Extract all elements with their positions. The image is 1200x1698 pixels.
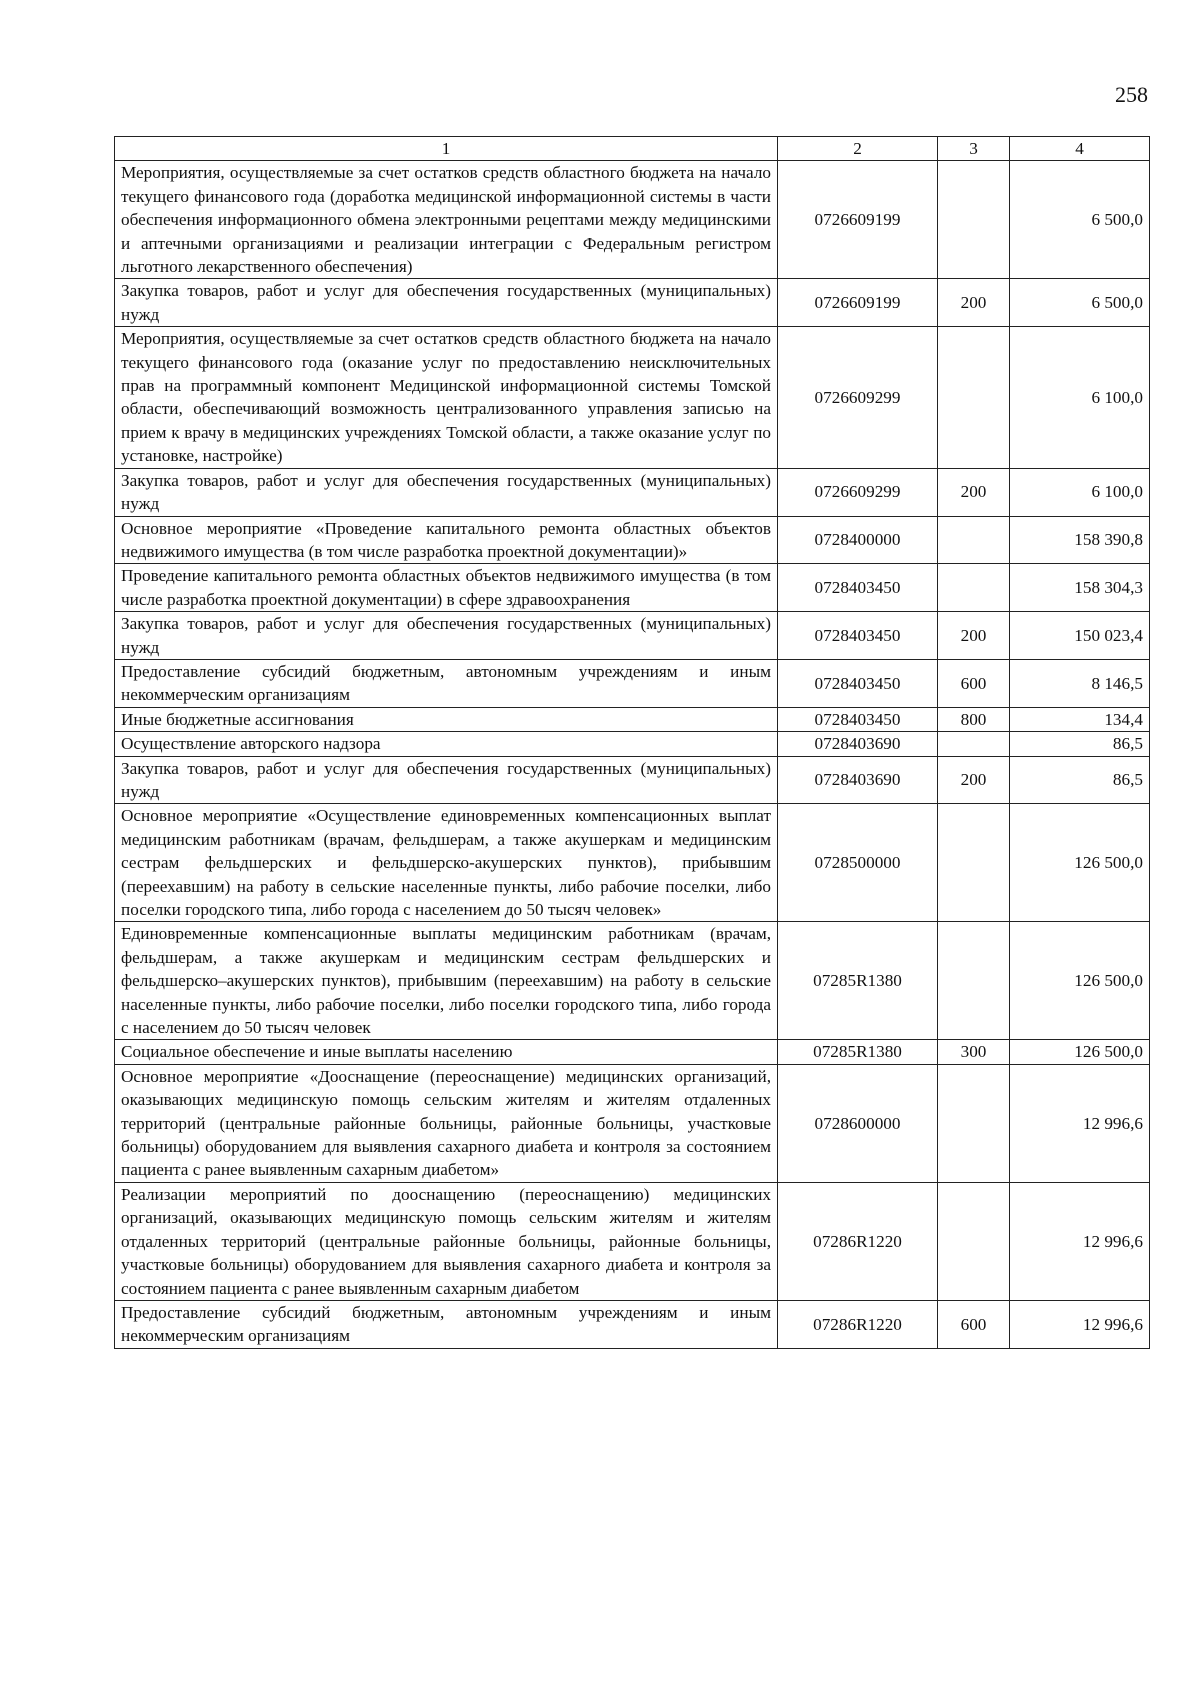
row-expense-type bbox=[938, 1182, 1010, 1300]
row-code: 0728403450 bbox=[778, 612, 938, 660]
row-amount: 8 146,5 bbox=[1010, 659, 1150, 707]
header-row bbox=[115, 137, 1150, 161]
table-row bbox=[115, 516, 1150, 564]
row-code: 0728403450 bbox=[778, 659, 938, 707]
row-expense-type bbox=[938, 1064, 1010, 1182]
row-name: Осуществление авторского надзора bbox=[115, 732, 778, 756]
row-expense-type: 200 bbox=[938, 468, 1010, 516]
row-name: Основное мероприятие «Дооснащение (переоснащение) медицинских организаций, оказывающих медицинскую помощь сельским жителям и жителям отдаленных территорий (центральные районные больницы, районные больницы, участковые больницы) оборудованием для выявления сахарного диабета и контроля за состоянием пациента с ранее выявленным сахарным диабетом» bbox=[115, 1064, 778, 1182]
row-name: Предоставление субсидий бюджетным, автономным учреждениям и иным некоммерческим организациям bbox=[115, 659, 778, 707]
row-expense-type: 200 bbox=[938, 612, 1010, 660]
row-expense-type bbox=[938, 161, 1010, 279]
table-row bbox=[115, 1040, 1150, 1064]
row-amount: 126 500,0 bbox=[1010, 804, 1150, 922]
row-code: 0726609199 bbox=[778, 161, 938, 279]
table-row bbox=[115, 804, 1150, 922]
row-amount: 6 100,0 bbox=[1010, 468, 1150, 516]
row-name: Закупка товаров, работ и услуг для обеспечения государственных (муниципальных) нужд bbox=[115, 612, 778, 660]
row-expense-type bbox=[938, 922, 1010, 1040]
row-amount: 12 996,6 bbox=[1010, 1064, 1150, 1182]
row-code: 07285R1380 bbox=[778, 1040, 938, 1064]
page-number: 258 bbox=[1115, 82, 1148, 107]
header-col-2: 2 bbox=[778, 137, 938, 161]
row-expense-type: 200 bbox=[938, 279, 1010, 327]
table-row bbox=[115, 922, 1150, 1040]
row-code: 0726609299 bbox=[778, 468, 938, 516]
row-code: 0728403690 bbox=[778, 732, 938, 756]
row-expense-type: 600 bbox=[938, 659, 1010, 707]
row-name: Реализации мероприятий по дооснащению (переоснащению) медицинских организаций, оказывающих медицинскую помощь сельским жителям и жителям отдаленных территорий (центральные районные больницы, районные больницы, участковые больницы) оборудованием для выявления сахарного диабета и контроля за состоянием пациента с ранее выявленным сахарным диабетом bbox=[115, 1182, 778, 1300]
table-row bbox=[115, 612, 1150, 660]
row-code: 0726609299 bbox=[778, 327, 938, 468]
row-name: Закупка товаров, работ и услуг для обеспечения государственных (муниципальных) нужд bbox=[115, 279, 778, 327]
table-row bbox=[115, 659, 1150, 707]
row-name: Проведение капитального ремонта областных объектов недвижимого имущества (в том числе разработка проектной документации) в сфере здравоохранения bbox=[115, 564, 778, 612]
row-amount: 126 500,0 bbox=[1010, 1040, 1150, 1064]
table-row bbox=[115, 1182, 1150, 1300]
row-name: Основное мероприятие «Проведение капитального ремонта областных объектов недвижимого имущества (в том числе разработка проектной документации)» bbox=[115, 516, 778, 564]
row-name: Мероприятия, осуществляемые за счет остатков средств областного бюджета на начало текущего финансового года (оказание услуг по предоставлению неисключительных прав на программный компонент Медицинской информационной системы Томской области, обеспечивающий возможность централизованного управления записью на прием к врачу в медицинских учреждениях Томской области, а также оказание услуг по установке, настройке) bbox=[115, 327, 778, 468]
row-name: Предоставление субсидий бюджетным, автономным учреждениям и иным некоммерческим организациям bbox=[115, 1300, 778, 1348]
row-amount: 12 996,6 bbox=[1010, 1300, 1150, 1348]
table-row bbox=[115, 468, 1150, 516]
row-name: Иные бюджетные ассигнования bbox=[115, 707, 778, 731]
header-col-4: 4 bbox=[1010, 137, 1150, 161]
row-expense-type bbox=[938, 732, 1010, 756]
row-amount: 86,5 bbox=[1010, 756, 1150, 804]
table-row bbox=[115, 1064, 1150, 1182]
row-amount: 134,4 bbox=[1010, 707, 1150, 731]
table-row bbox=[115, 1300, 1150, 1348]
row-code: 0728403450 bbox=[778, 564, 938, 612]
table-header bbox=[115, 137, 1150, 161]
row-amount: 12 996,6 bbox=[1010, 1182, 1150, 1300]
row-expense-type: 600 bbox=[938, 1300, 1010, 1348]
row-expense-type: 200 bbox=[938, 756, 1010, 804]
row-expense-type bbox=[938, 564, 1010, 612]
table-row bbox=[115, 279, 1150, 327]
table-row bbox=[115, 327, 1150, 468]
table-row bbox=[115, 732, 1150, 756]
row-amount: 158 304,3 bbox=[1010, 564, 1150, 612]
header-col-3: 3 bbox=[938, 137, 1010, 161]
row-code: 0728403450 bbox=[778, 707, 938, 731]
row-code: 0728400000 bbox=[778, 516, 938, 564]
row-expense-type bbox=[938, 804, 1010, 922]
row-code: 0728500000 bbox=[778, 804, 938, 922]
table-row bbox=[115, 756, 1150, 804]
budget-table bbox=[114, 136, 1150, 1349]
row-name: Закупка товаров, работ и услуг для обеспечения государственных (муниципальных) нужд bbox=[115, 756, 778, 804]
row-expense-type bbox=[938, 516, 1010, 564]
table-row bbox=[115, 161, 1150, 279]
row-amount: 126 500,0 bbox=[1010, 922, 1150, 1040]
table-body bbox=[115, 161, 1150, 1348]
row-expense-type: 800 bbox=[938, 707, 1010, 731]
row-expense-type bbox=[938, 327, 1010, 468]
row-code: 0728403690 bbox=[778, 756, 938, 804]
row-code: 0726609199 bbox=[778, 279, 938, 327]
row-amount: 6 500,0 bbox=[1010, 279, 1150, 327]
row-code: 0728600000 bbox=[778, 1064, 938, 1182]
row-expense-type: 300 bbox=[938, 1040, 1010, 1064]
row-code: 07286R1220 bbox=[778, 1300, 938, 1348]
row-amount: 6 500,0 bbox=[1010, 161, 1150, 279]
row-name: Основное мероприятие «Осуществление единовременных компенсационных выплат медицинским работникам (врачам, фельдшерам, а также акушеркам и медицинским сестрам фельдшерских и фельдшерско-акушерских пунктов), прибывшим (переехавшим) на работу в сельские населенные пункты, либо рабочие поселки, либо поселки городского типа, либо города с населением до 50 тысяч человек» bbox=[115, 804, 778, 922]
row-amount: 150 023,4 bbox=[1010, 612, 1150, 660]
row-amount: 158 390,8 bbox=[1010, 516, 1150, 564]
table-row bbox=[115, 707, 1150, 731]
row-name: Закупка товаров, работ и услуг для обеспечения государственных (муниципальных) нужд bbox=[115, 468, 778, 516]
row-amount: 6 100,0 bbox=[1010, 327, 1150, 468]
row-name: Единовременные компенсационные выплаты медицинским работникам (врачам, фельдшерам, а также акушеркам и медицинским сестрам фельдшерских и фельдшерско–акушерских пунктов), прибывшим (переехавшим) на работу в сельские населенные пункты, либо рабочие поселки, либо поселки городского типа, либо города с населением до 50 тысяч человек bbox=[115, 922, 778, 1040]
row-name: Мероприятия, осуществляемые за счет остатков средств областного бюджета на начало текущего финансового года (доработка медицинской информационной системы в части обеспечения информационного обмена электронными рецептами между медицинскими и аптечными организациями и реализации интеграции с Федеральным регистром льготного лекарственного обеспечения) bbox=[115, 161, 778, 279]
header-col-1: 1 bbox=[115, 137, 778, 161]
table-row bbox=[115, 564, 1150, 612]
row-name: Социальное обеспечение и иные выплаты населению bbox=[115, 1040, 778, 1064]
row-code: 07285R1380 bbox=[778, 922, 938, 1040]
row-code: 07286R1220 bbox=[778, 1182, 938, 1300]
row-amount: 86,5 bbox=[1010, 732, 1150, 756]
